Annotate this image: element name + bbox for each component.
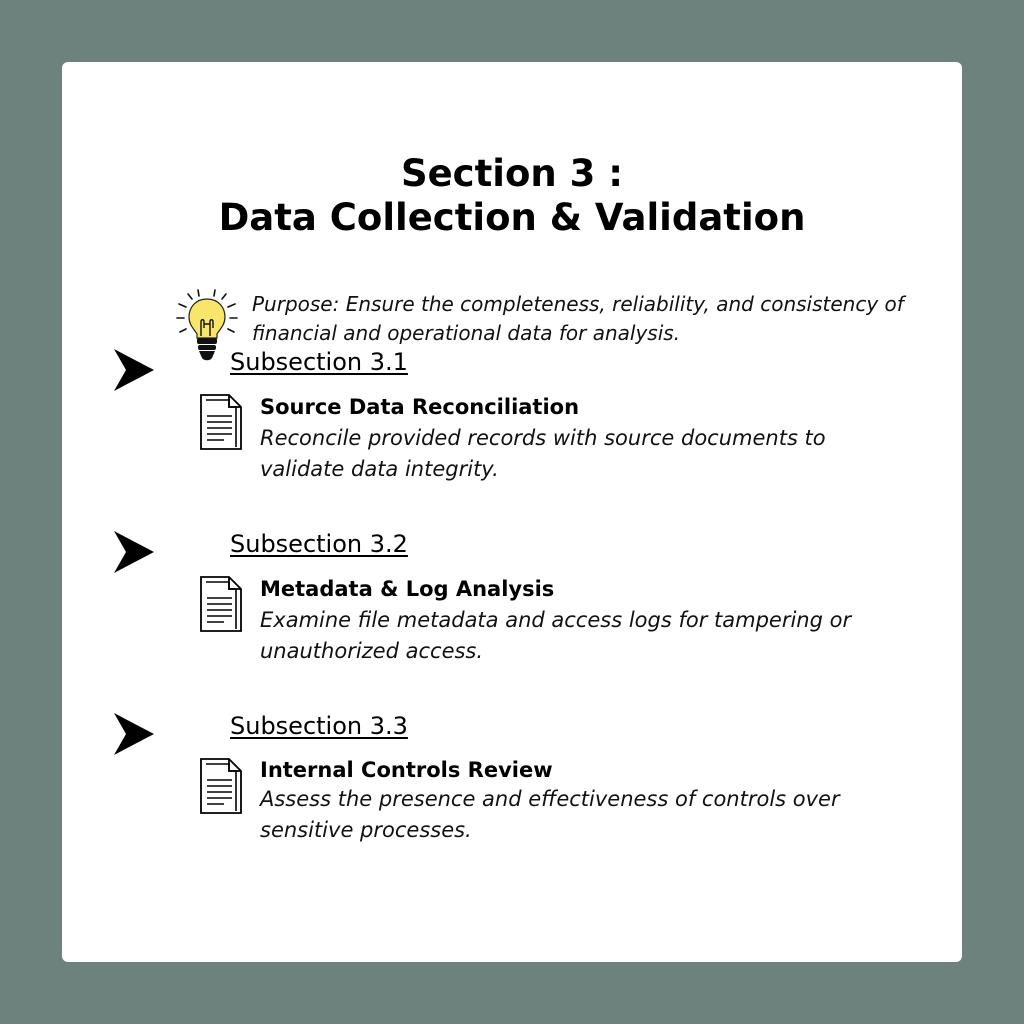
arrow-right-icon [112,349,154,391]
subsection-link-3-1[interactable]: Subsection 3.1 [230,348,408,376]
document-icon [198,574,246,634]
subsection-title-3-1: Source Data Reconciliation [260,395,580,419]
purpose-text: Purpose: Ensure the completeness, reliability, and consistency of financial and operational data for analysis. [252,292,904,345]
subsection-description-3-2: Examine file metadata and access logs for tampering or unauthorized access. [260,608,852,663]
document-icon [198,392,246,452]
content-card [62,62,962,962]
arrow-right-icon [112,713,154,755]
arrow-right-icon [112,531,154,573]
subsection-link-3-3[interactable]: Subsection 3.3 [230,712,408,740]
document-icon [198,756,246,816]
subsection-title-3-2: Metadata & Log Analysis [260,577,555,601]
subsection-title-3-3: Internal Controls Review [260,758,553,782]
section-title-line1: Section 3 : [400,152,624,195]
subsection-description-3-3: Assess the presence and effectiveness of controls over sensitive processes. [260,787,840,842]
section-title [62,152,962,240]
subsection-description-3-1: Reconcile provided records with source documents to validate data integrity. [260,426,826,481]
subsection-link-3-2[interactable]: Subsection 3.2 [230,530,408,558]
section-title-line2: Data Collection & Validation [218,196,806,239]
